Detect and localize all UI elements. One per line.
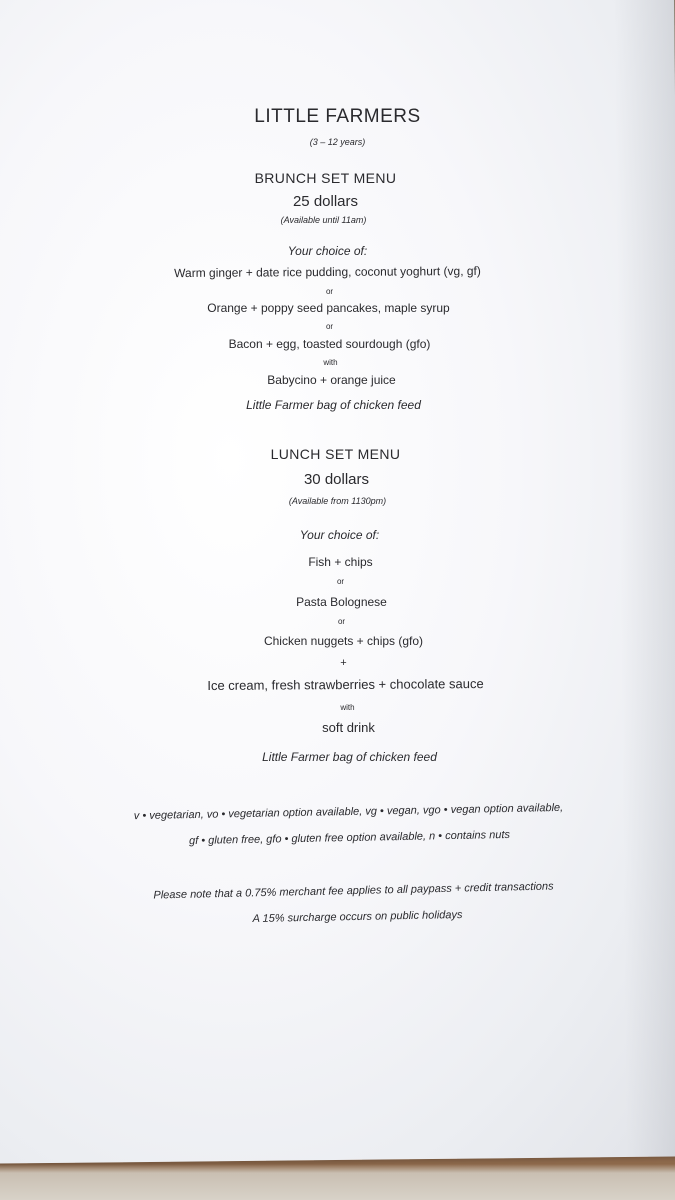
dietary-legend: gf • gluten free, gfo • gluten free option available, n • contains nuts xyxy=(188,828,511,848)
separator-with: with xyxy=(340,703,355,712)
lunch-price: 30 dollars xyxy=(303,471,370,488)
brunch-item: Bacon + egg, toasted sourdough (gfo) xyxy=(228,337,431,351)
lunch-heading: LUNCH SET MENU xyxy=(270,446,401,462)
lunch-availability: (Available from 1130pm) xyxy=(288,496,387,506)
dietary-legend: v • vegetarian, vo • vegetarian option available, vg • vegan, vgo • vegan option available, xyxy=(133,801,564,823)
lunch-extra: Little Farmer bag of chicken feed xyxy=(262,750,437,764)
brunch-item: Warm ginger + date rice pudding, coconut yoghurt (vg, gf) xyxy=(174,263,481,281)
brunch-heading: BRUNCH SET MENU xyxy=(254,170,397,186)
age-range: (3 – 12 years) xyxy=(309,137,366,147)
lunch-item: Fish + chips xyxy=(308,555,373,569)
brunch-choice-label: Your choice of: xyxy=(287,244,368,258)
separator-or: or xyxy=(325,322,334,331)
lunch-dessert: Ice cream, fresh strawberries + chocolate sauce xyxy=(207,676,484,693)
brunch-price: 25 dollars xyxy=(292,193,359,210)
separator-or: or xyxy=(336,577,345,586)
lunch-item: Pasta Bolognese xyxy=(296,595,387,609)
separator-or: or xyxy=(337,617,346,626)
lunch-drink: soft drink xyxy=(322,720,375,735)
brunch-availability: (Available until 11am) xyxy=(280,215,367,225)
lunch-choice-label: Your choice of: xyxy=(299,528,380,542)
brunch-item: Orange + poppy seed pancakes, maple syrup xyxy=(207,301,450,315)
separator-with: with xyxy=(323,358,338,367)
separator-plus: + xyxy=(340,657,347,669)
merchant-fee-note: Please note that a 0.75% merchant fee applies to all paypass + credit transactions xyxy=(153,880,554,902)
surcharge-note: A 15% surcharge occurs on public holidays xyxy=(252,908,463,926)
lunch-item: Chicken nuggets + chips (gfo) xyxy=(263,634,424,648)
brunch-extra: Little Farmer bag of chicken feed xyxy=(246,398,421,412)
menu-title: LITTLE FARMERS xyxy=(254,106,421,127)
brunch-drink: Babycino + orange juice xyxy=(267,373,396,387)
separator-or: or xyxy=(325,287,334,296)
